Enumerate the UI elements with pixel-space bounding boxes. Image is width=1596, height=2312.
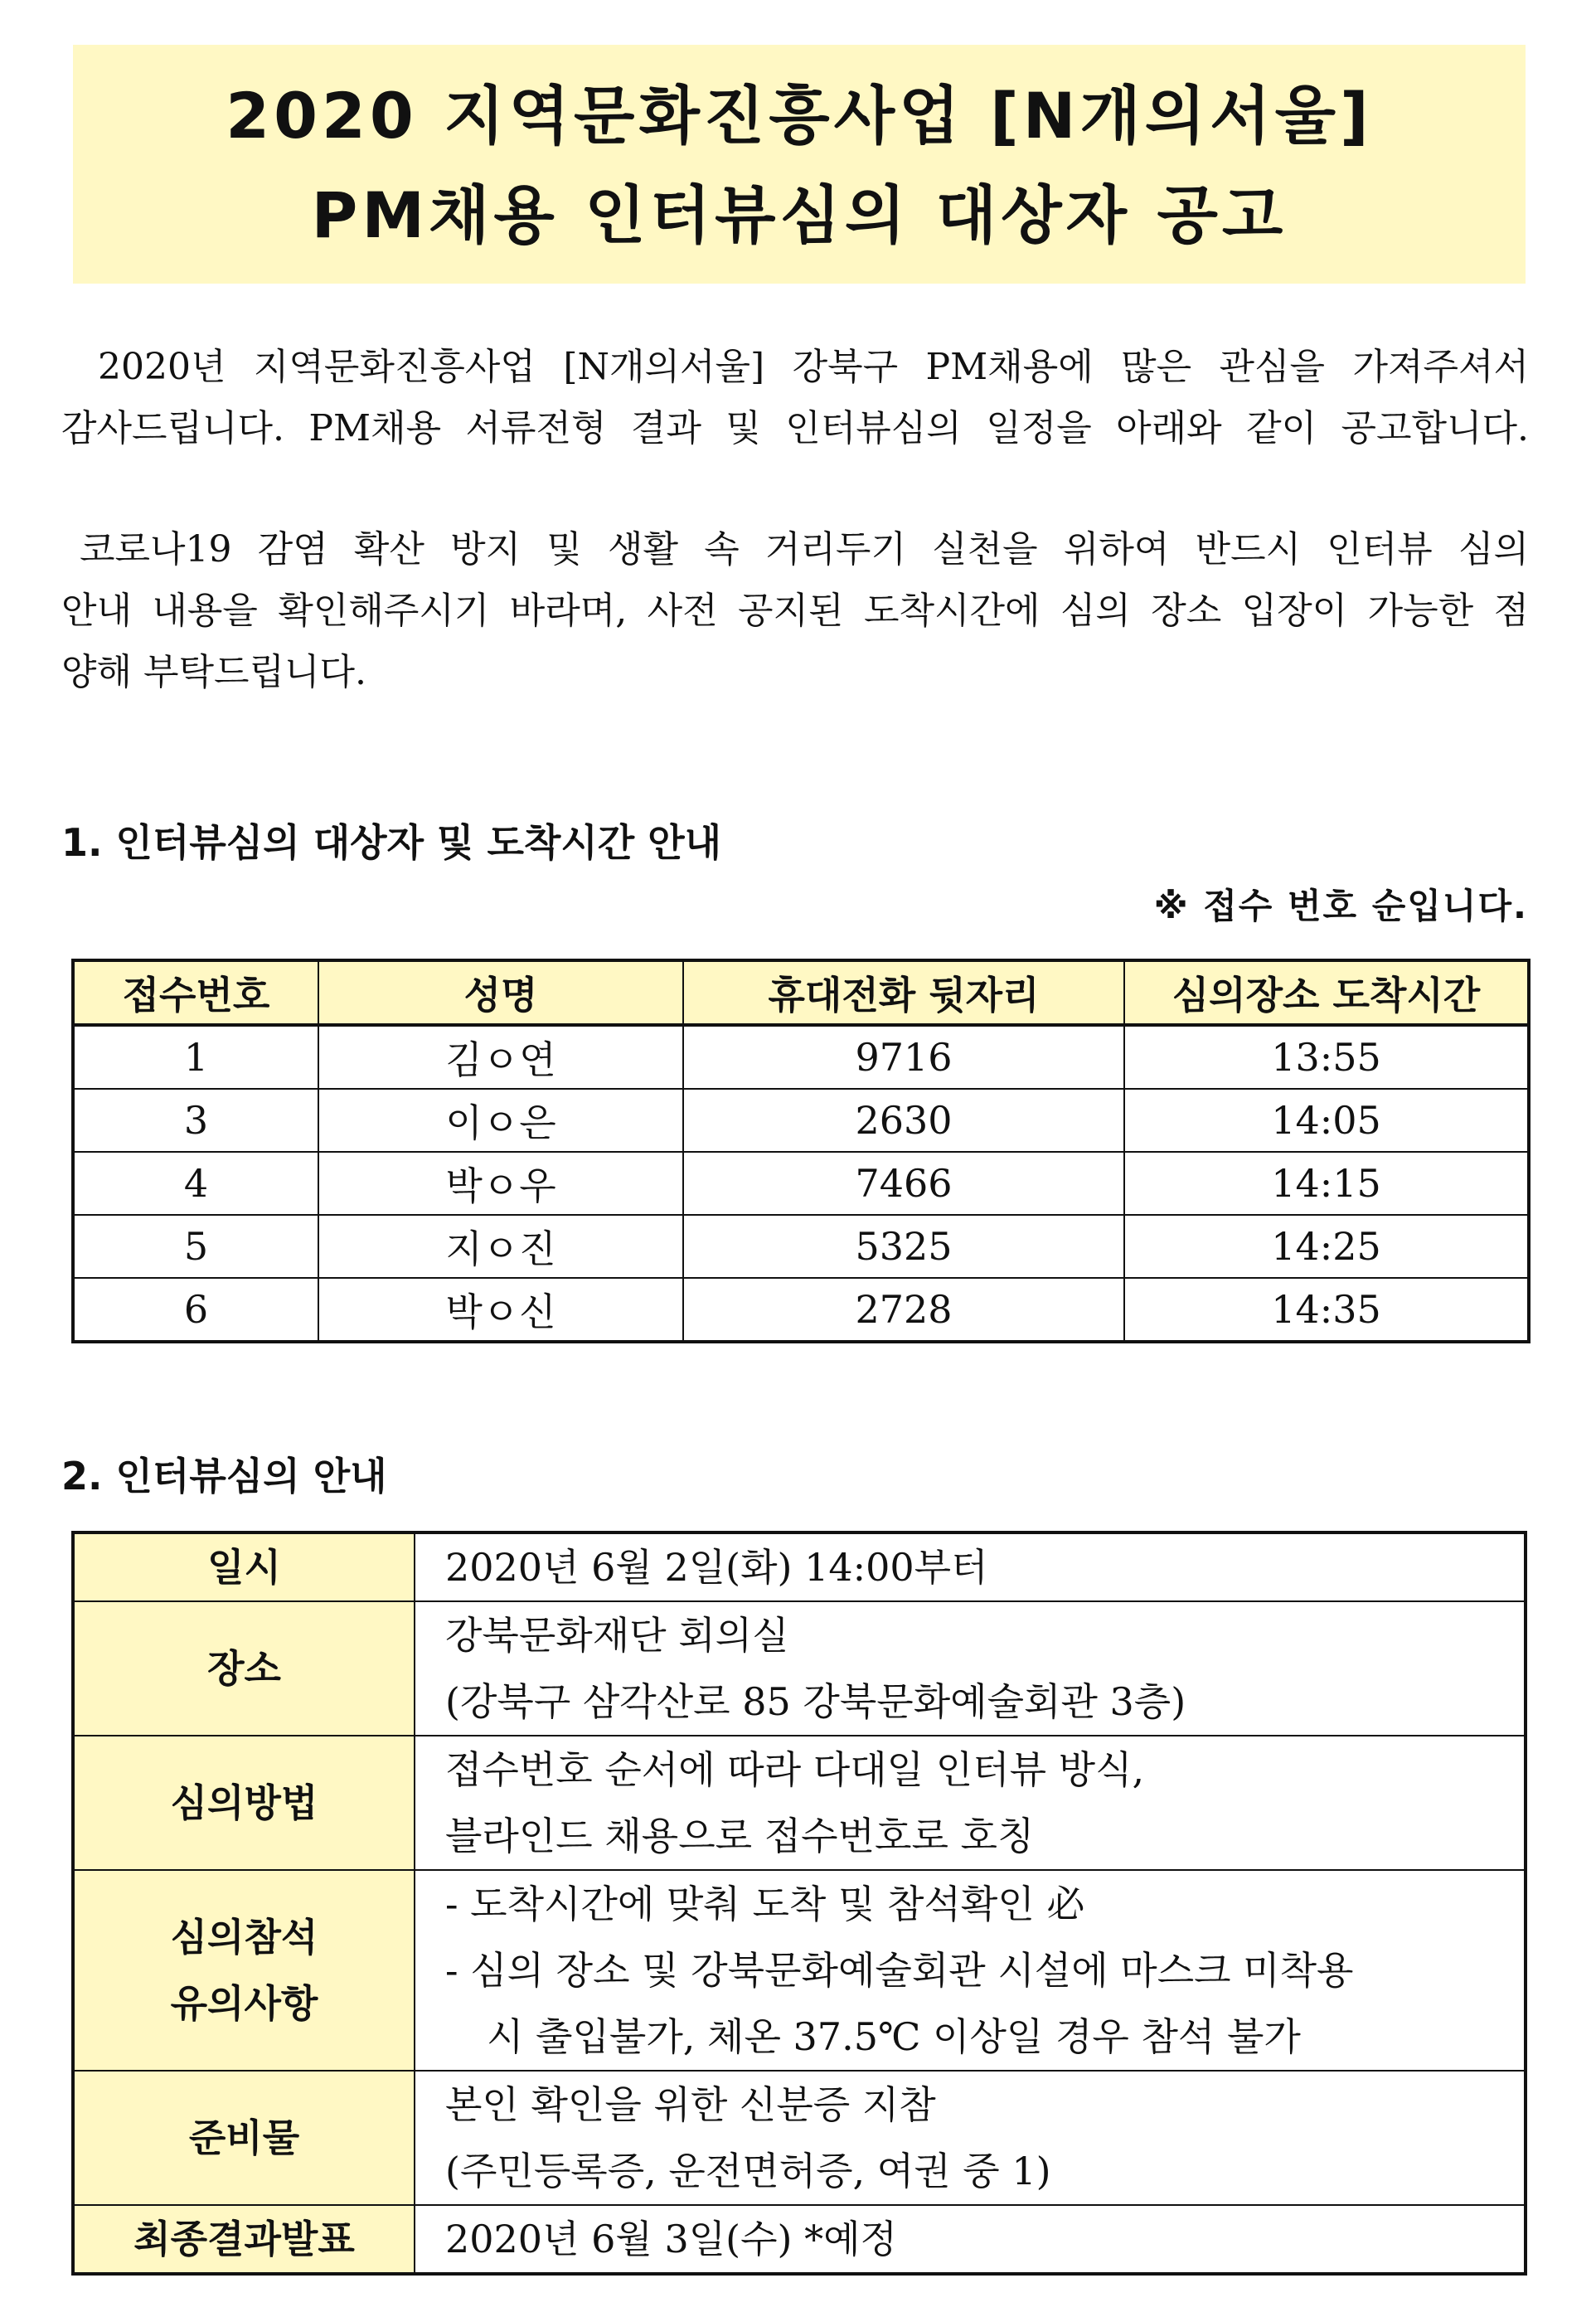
guide-value-line: 시 출입불가, 체온 37.5℃ 이상일 경우 참석 불가 xyxy=(487,2014,1301,2059)
intro-p1-line-1: 2020년 지역문화진흥사업 [N개의서울] 강북구 PM채용에 많은 관심을 가져주셔서 xyxy=(98,346,1529,388)
cell-phone: 2728 xyxy=(683,1278,1124,1342)
intro-paragraph-2 xyxy=(61,519,1529,703)
table-row xyxy=(73,1025,1529,1089)
col-header-name: 성명 xyxy=(318,960,683,1025)
col-header-phone: 휴대전화 뒷자리 xyxy=(683,960,1124,1025)
guide-value-line: 2020년 6월 3일(수) *예정 xyxy=(445,2217,897,2261)
guide-value-materials xyxy=(415,2071,1526,2205)
cell-phone: 9716 xyxy=(683,1025,1124,1089)
guide-value-datetime xyxy=(415,1532,1526,1601)
cell-name: 지ㅇ진 xyxy=(318,1215,683,1278)
guide-value-notes xyxy=(415,1870,1526,2071)
guide-label-datetime xyxy=(73,1532,415,1601)
intro-p2-line-3: 양해 부탁드립니다. xyxy=(61,651,367,693)
guide-row-place xyxy=(73,1601,1526,1736)
col-header-arrival: 심의장소 도착시간 xyxy=(1124,960,1529,1025)
table-row xyxy=(73,1215,1529,1278)
guide-value-line: 본인 확인을 위한 신분증 지참 xyxy=(445,2082,936,2127)
intro-p2-line-1: 코로나19 감염 확산 방지 및 생활 속 거리두기 실천을 위하여 반드시 인터뷰 심의 xyxy=(80,528,1529,571)
guide-value-line: 블라인드 채용으로 접수번호로 호칭 xyxy=(445,1814,1035,1858)
guide-label-method xyxy=(73,1736,415,1870)
intro-p2-line-2: 안내 내용을 확인해주시기 바라며, 사전 공지된 도착시간에 심의 장소 입장이 가능한 점 xyxy=(61,590,1529,632)
guide-value-line: 접수번호 순서에 따라 다대일 인터뷰 방식, xyxy=(445,1747,1145,1792)
guide-label-text: 준비물 xyxy=(188,2115,300,2160)
section-1-heading: 1. 인터뷰심의 대상자 및 도착시간 안내 xyxy=(61,820,722,865)
guide-row-notes xyxy=(73,1870,1526,2071)
guide-label-final-result xyxy=(73,2205,415,2274)
cell-name: 박ㅇ우 xyxy=(318,1152,683,1215)
title-banner xyxy=(73,45,1526,284)
cell-name: 김ㅇ연 xyxy=(318,1025,683,1089)
guide-value-line: (주민등록증, 운전면허증, 여권 중 1) xyxy=(445,2149,1051,2193)
table-row xyxy=(73,1152,1529,1215)
guide-label-materials xyxy=(73,2071,415,2205)
guide-label-place xyxy=(73,1601,415,1736)
cell-arrival: 14:35 xyxy=(1124,1278,1529,1342)
guide-label-text: 심의방법 xyxy=(170,1780,318,1825)
cell-receipt-no: 4 xyxy=(73,1152,318,1215)
guide-row-datetime xyxy=(73,1532,1526,1601)
guide-row-final-result xyxy=(73,2205,1526,2274)
guide-label-notes xyxy=(73,1870,415,2071)
cell-receipt-no: 1 xyxy=(73,1025,318,1089)
applicant-table-header xyxy=(73,960,1529,1025)
guide-label-text: 최종결과발표 xyxy=(133,2217,355,2261)
title-line-2: PM채용 인터뷰심의 대상자 공고 xyxy=(311,178,1288,252)
guide-value-method xyxy=(415,1736,1526,1870)
cell-arrival: 14:15 xyxy=(1124,1152,1529,1215)
table-row xyxy=(73,1278,1529,1342)
cell-name: 박ㅇ신 xyxy=(318,1278,683,1342)
guide-row-method xyxy=(73,1736,1526,1870)
table-row xyxy=(73,1089,1529,1152)
guide-value-line: 강북문화재단 회의실 xyxy=(445,1613,789,1658)
intro-p1-line-2: 감사드립니다. PM채용 서류전형 결과 및 인터뷰심의 일정을 아래와 같이 공고합니다. xyxy=(61,407,1529,449)
section-2-heading: 2. 인터뷰심의 안내 xyxy=(61,1454,387,1498)
cell-arrival: 13:55 xyxy=(1124,1025,1529,1089)
cell-phone: 2630 xyxy=(683,1089,1124,1152)
guide-value-line: 2020년 6월 2일(화) 14:00부터 xyxy=(445,1545,988,1590)
guide-label-text: 심의참석 xyxy=(170,1915,318,1960)
guide-label-text: 일시 xyxy=(207,1545,281,1590)
cell-phone: 7466 xyxy=(683,1152,1124,1215)
col-header-receipt-no: 접수번호 xyxy=(73,960,318,1025)
title-line-1: 2020 지역문화진흥사업 [N개의서울] xyxy=(226,79,1373,153)
guide-row-materials xyxy=(73,2071,1526,2205)
guide-label-text: 장소 xyxy=(207,1646,281,1691)
intro-paragraph-1 xyxy=(61,337,1529,459)
cell-receipt-no: 5 xyxy=(73,1215,318,1278)
guide-value-line: - 도착시간에 맞춰 도착 및 참석확인 必 xyxy=(445,1882,1085,1926)
order-note: ※ 접수 번호 순입니다. xyxy=(1153,886,1528,926)
cell-phone: 5325 xyxy=(683,1215,1124,1278)
guide-label-text: 유의사항 xyxy=(170,1981,318,2026)
cell-receipt-no: 6 xyxy=(73,1278,318,1342)
guide-value-final-result xyxy=(415,2205,1526,2274)
cell-name: 이ㅇ은 xyxy=(318,1089,683,1152)
cell-arrival: 14:05 xyxy=(1124,1089,1529,1152)
cell-receipt-no: 3 xyxy=(73,1089,318,1152)
guide-value-line: (강북구 삼각산로 85 강북문화예술회관 3층) xyxy=(445,1679,1186,1724)
guide-value-line: - 심의 장소 및 강북문화예술회관 시설에 마스크 미착용 xyxy=(445,1948,1354,1993)
cell-arrival: 14:25 xyxy=(1124,1215,1529,1278)
interview-guide-table xyxy=(71,1531,1527,2276)
guide-value-place xyxy=(415,1601,1526,1736)
applicant-table xyxy=(71,959,1531,1343)
